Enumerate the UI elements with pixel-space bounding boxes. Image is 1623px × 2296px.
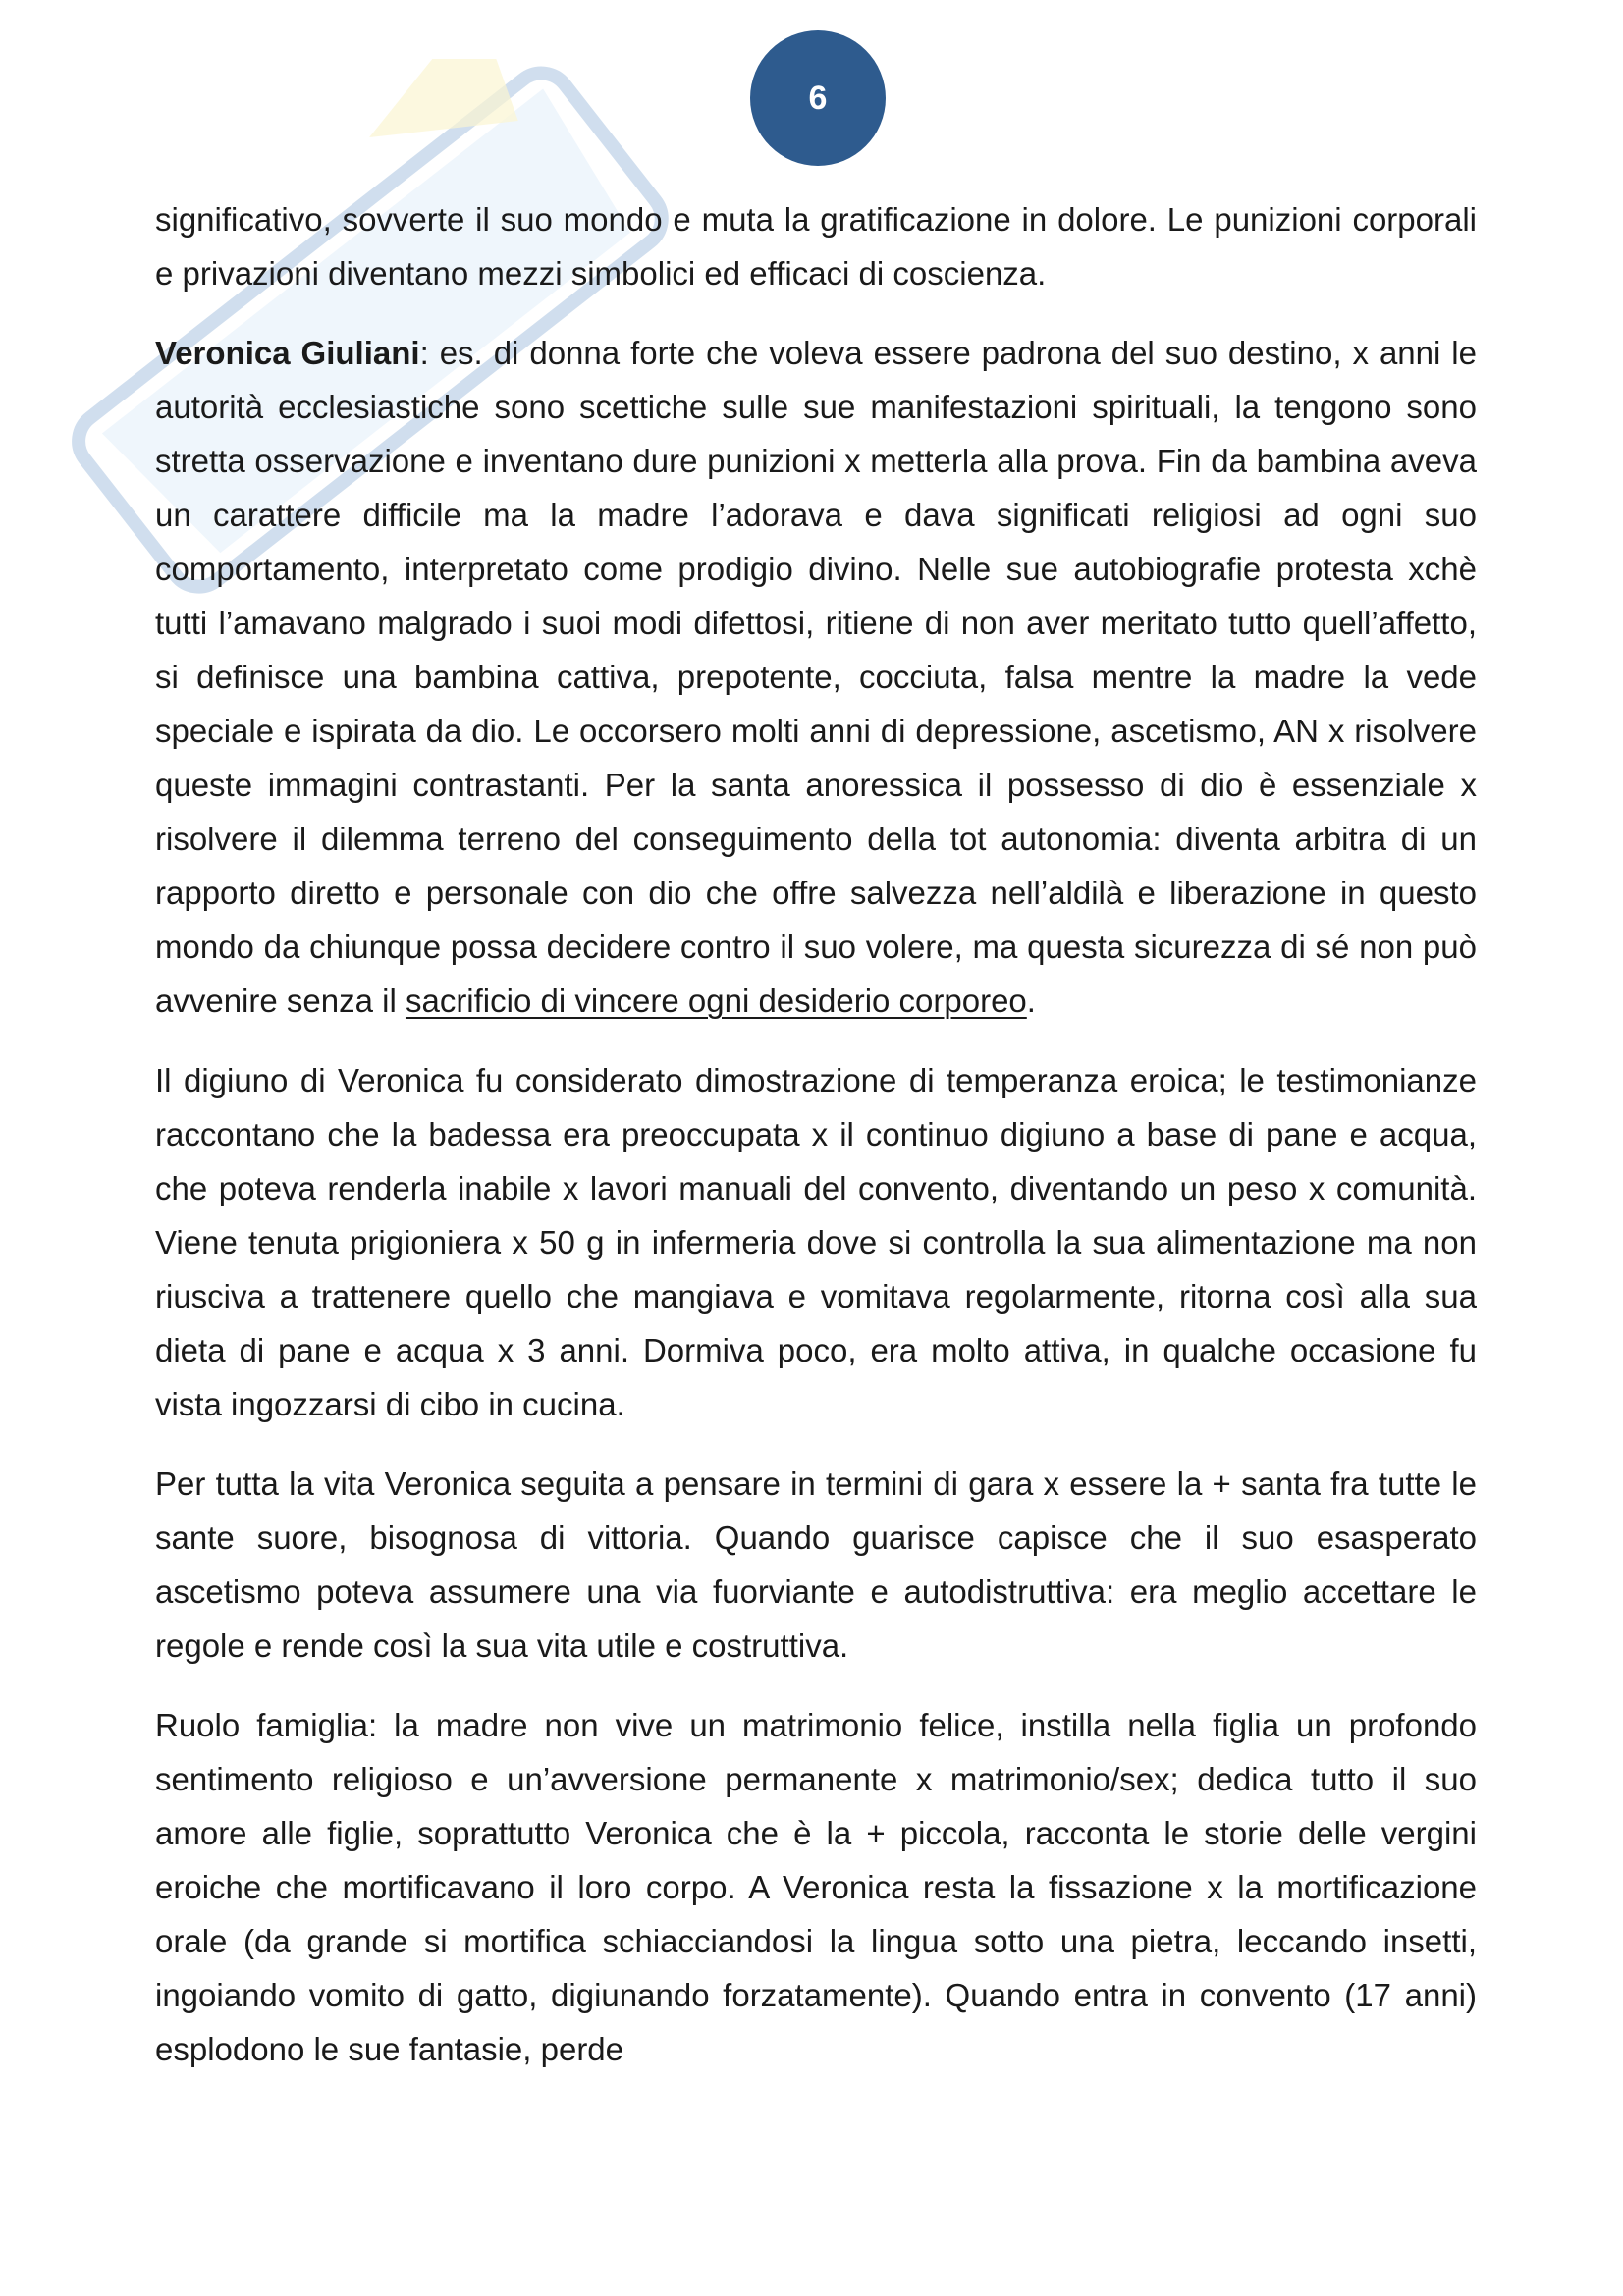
paragraph-text: Il digiuno di Veronica fu considerato dimostrazione di temperanza eroica; le testimonianze raccontano che la badessa era preoccupata x il continuo digiuno a base di pane e acqua, che poteva renderla inabile x lavori manuali del convento, diventando un peso x comunità. Viene tenuta prigioniera x 50 g in infermeria dove si controlla la sua alimentazione ma non riusciva a trattenere quello che mangiava e vomitava regolarmente, ritorna così alla sua dieta di pane e acqua x 3 anni. Dormiva poco, era molto attiva, in qualche occasione fu vista ingozzarsi di cibo in cucina. [155, 1062, 1477, 1422]
page-number-badge [750, 30, 886, 166]
paragraph-text: Ruolo famiglia: la madre non vive un matrimonio felice, instilla nella figlia un profondo sentimento religioso e un’avversione permanente x matrimonio/sex; dedica tutto il suo amore alle figlie, soprattutto Veronica che è la + piccola, racconta le storie delle vergini eroiche che mortificavano il loro corpo. A Veronica resta la fissazione x la mortificazione orale (da grande si mortifica schiacciandosi la lingua sotto una pietra, leccando insetti, ingoiando vomito di gatto, digiunando forzatamente). Quando entra in convento (17 anni) esplodono le sue fantasie, perde [155, 1707, 1477, 2067]
paragraph-text: : es. di donna forte che voleva essere padrona del suo destino, x anni le autorità ecclesiastiche sono scettiche sulle sue manifestazioni spirituali, la tengono sono stretta osservazione e inventano dure punizioni x metterla alla prova. Fin da bambina aveva un carattere difficile ma la madre l’adorava e dava significati religiosi ad ogni suo comportamento, interpretato come prodigio divino. Nelle sue autobiografie protesta xchè tutti l’amavano malgrado i suoi modi difettosi, ritiene di non aver meritato tutto quell’affetto, si definisce una bambina cattiva, prepotente, cocciuta, falsa mentre la madre la vede speciale e ispirata da dio. Le occorsero molti anni di depressione, ascetismo, AN x risolvere queste immagini contrastanti. Per la santa anoressica il possesso di dio è essenziale x risolvere il dilemma terreno del conseguimento della tot autonomia: diventa arbitra di un rapporto diretto e personale con dio che offre salvezza nell’aldilà e liberazione in questo mondo da chiunque possa decidere contro il suo volere, ma questa sicurezza di sé non può avvenire senza il [155, 335, 1477, 1019]
paragraph-text: Per tutta la vita Veronica seguita a pensare in termini di gara x essere la + santa fra tutte le sante suore, bisognosa di vittoria. Quando guarisce capisce che il suo esasperato ascetismo poteva assumere una via fuorviante e autodistruttiva: era meglio accettare le regole e rende così la sua vita utile e costruttiva. [155, 1466, 1477, 1664]
paragraph-ruolo-famiglia [155, 1698, 1477, 2076]
document-body [155, 192, 1477, 2102]
page-number: 6 [808, 79, 828, 117]
bold-heading-name: Veronica Giuliani [155, 335, 420, 371]
underlined-phrase: sacrificio di vincere ogni desiderio corporeo [405, 983, 1027, 1019]
paragraph-intro-continuation [155, 192, 1477, 300]
paragraph-text: significativo, sovverte il suo mondo e muta la gratificazione in dolore. Le punizioni corporali e privazioni diventano mezzi simbolici ed efficaci di coscienza. [155, 201, 1477, 292]
paragraph-digiuno [155, 1053, 1477, 1431]
paragraph-gara [155, 1457, 1477, 1673]
paragraph-end: . [1026, 983, 1036, 1019]
paragraph-veronica-giuliani [155, 326, 1477, 1028]
